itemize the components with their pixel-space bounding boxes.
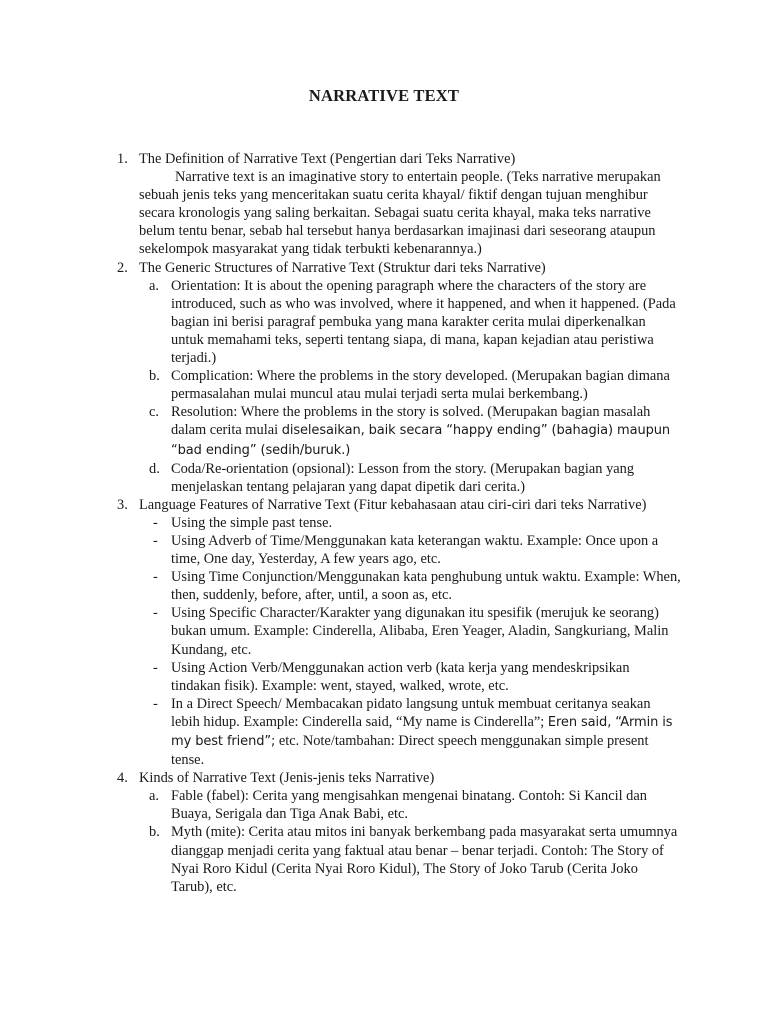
list-marker: b. <box>149 824 160 841</box>
list-item-simple-past <box>0 514 681 532</box>
list-item-time-conjunction <box>0 568 681 604</box>
list-marker: a. <box>149 277 159 294</box>
list-marker: - <box>153 695 158 712</box>
section-kinds <box>0 769 679 787</box>
list-item-orientation <box>0 277 681 367</box>
definition-text: Narrative text is an imaginative story to entertain people. (Teks narrative merupakan sebuah jenis teks yang menceritakan suatu cerita khayal/ fiktif dengan tujuan menghibur secara kronologis yang saling berkaitan. Sebagai suatu cerita khayal, maka teks narrative belum tentu benar, sebab hal tersebut hanya berdasarkan imajinasi dari seseorang ataupun sekelompok masyarakat yang tidak terbukti kebenarannya.) <box>139 169 661 258</box>
section-definition <box>0 150 679 259</box>
list-item-specific-character <box>0 604 681 658</box>
list-marker: - <box>153 605 158 622</box>
list-item-direct-speech <box>0 695 681 769</box>
page-title: NARRATIVE TEXT <box>308 86 460 105</box>
list-item-text: In a Direct Speech/ Membacakan pidato langsung untuk membuat ceritanya seakan lebih hidup. Example: Cinderella said, “My name is Cinderella”; <box>171 695 651 730</box>
list-item-text: Coda/Re-orientation (opsional): Lesson from the story. (Merupakan bagian yang menjelaskan tentang pelajaran yang dapat dipetik dari cerita.) <box>171 460 635 495</box>
list-item-text: Using Action Verb/Menggunakan action verb (kata kerja yang mendeskripsikan tindakan fisik). Example: went, stayed, walked, wrote, etc. <box>171 659 630 694</box>
list-item-text: Complication: Where the problems in the story developed. (Merupakan bagian dimana permasalahan mulai muncul atau mulai terjadi serta mulai berkembang.) <box>171 368 670 403</box>
list-marker: - <box>153 569 158 586</box>
list-marker: - <box>153 532 158 549</box>
list-item-text: Resolution: Where the problems in the story is solved. (Merupakan bagian masalah dalam cerita mulai <box>171 404 651 439</box>
list-item-text-alt-font: Eren said, “Armin is my best friend”; <box>171 714 673 749</box>
section-number: 1. <box>117 151 128 167</box>
list-item-coda <box>0 460 681 496</box>
list-marker: - <box>153 659 158 676</box>
section-generic-structures <box>0 259 679 277</box>
section-heading: Kinds of Narrative Text (Jenis-jenis teks Narrative) <box>139 770 435 787</box>
list-item-text: Orientation: It is about the opening paragraph where the characters of the story are introduced, such as who was involved, where it happened, and when it happened. (Pada bagian ini berisi paragraf pembuka yang mana karakter cerita mulai diperkenalkan untuk memahami teks, seperti tentang siapa, di mana, kapan kejadian atau peristiwa terjadi.) <box>171 277 676 367</box>
list-item-text: Using the simple past tense. <box>171 514 333 531</box>
section-number: 2. <box>117 259 128 276</box>
definition-paragraph <box>139 168 679 258</box>
list-marker: b. <box>149 368 160 385</box>
list-item-text: Using Adverb of Time/Menggunakan kata keterangan waktu. Example: Once upon a time, One day, Yesterday, A few years ago, etc. <box>171 532 659 568</box>
section-heading: The Generic Structures of Narrative Text (Struktur dari teks Narrative) <box>139 259 546 276</box>
list-item-text: Using Time Conjunction/Menggunakan kata penghubung untuk waktu. Example: When, then, suddenly, before, after, until, a soon as, etc. <box>171 569 681 604</box>
section-number: 4. <box>117 770 128 787</box>
list-item-text: Using Specific Character/Karakter yang digunakan itu spesifik (merujuk ke seorang) bukan umum. Example: Cinderella, Alibaba, Eren Yeager, Aladin, Sangkuriang, Malin Kundang, etc. <box>171 605 669 658</box>
list-item-complication <box>0 367 681 403</box>
list-marker: d. <box>149 460 160 477</box>
section-number: 3. <box>117 496 128 513</box>
section-heading: The Definition of Narrative Text (Pengertian dari Teks Narrative) <box>139 151 516 167</box>
document-body <box>0 150 768 896</box>
list-item-fable <box>0 787 681 823</box>
list-item-text: Fable (fabel): Cerita yang mengisahkan mengenai binatang. Contoh: Si Kancil dan Buaya, Serigala dan Tiga Anak Babi, etc. <box>171 788 647 823</box>
list-item-text: Myth (mite): Cerita atau mitos ini banyak berkembang pada masyarakat serta umumnya dianggap menjadi cerita yang faktual atau benar – benar terjadi. Contoh: The Story of Nyai Roro Kidul (Cerita Nyai Roro Kidul), The Story of Joko Tarub (Cerita Joko Tarub), etc. <box>171 824 678 895</box>
list-marker: - <box>153 514 158 531</box>
list-marker: c. <box>149 404 159 421</box>
list-item-text-alt-font: diselesaikan, baik secara “happy ending” (bahagia) maupun “bad ending” (sedih/buruk.) <box>171 423 671 458</box>
list-item-text: etc. Note/tambahan: Direct speech menggunakan simple present tense. <box>171 733 649 769</box>
list-item-myth <box>0 823 681 895</box>
list-item-adverb-of-time <box>0 532 681 568</box>
list-item-resolution <box>0 403 681 459</box>
section-heading: Language Features of Narrative Text (Fitur kebahasaan atau ciri-ciri dari teks Narrative) <box>139 496 647 513</box>
list-marker: a. <box>149 788 159 805</box>
section-language-features <box>0 496 679 514</box>
list-item-action-verb <box>0 659 681 695</box>
